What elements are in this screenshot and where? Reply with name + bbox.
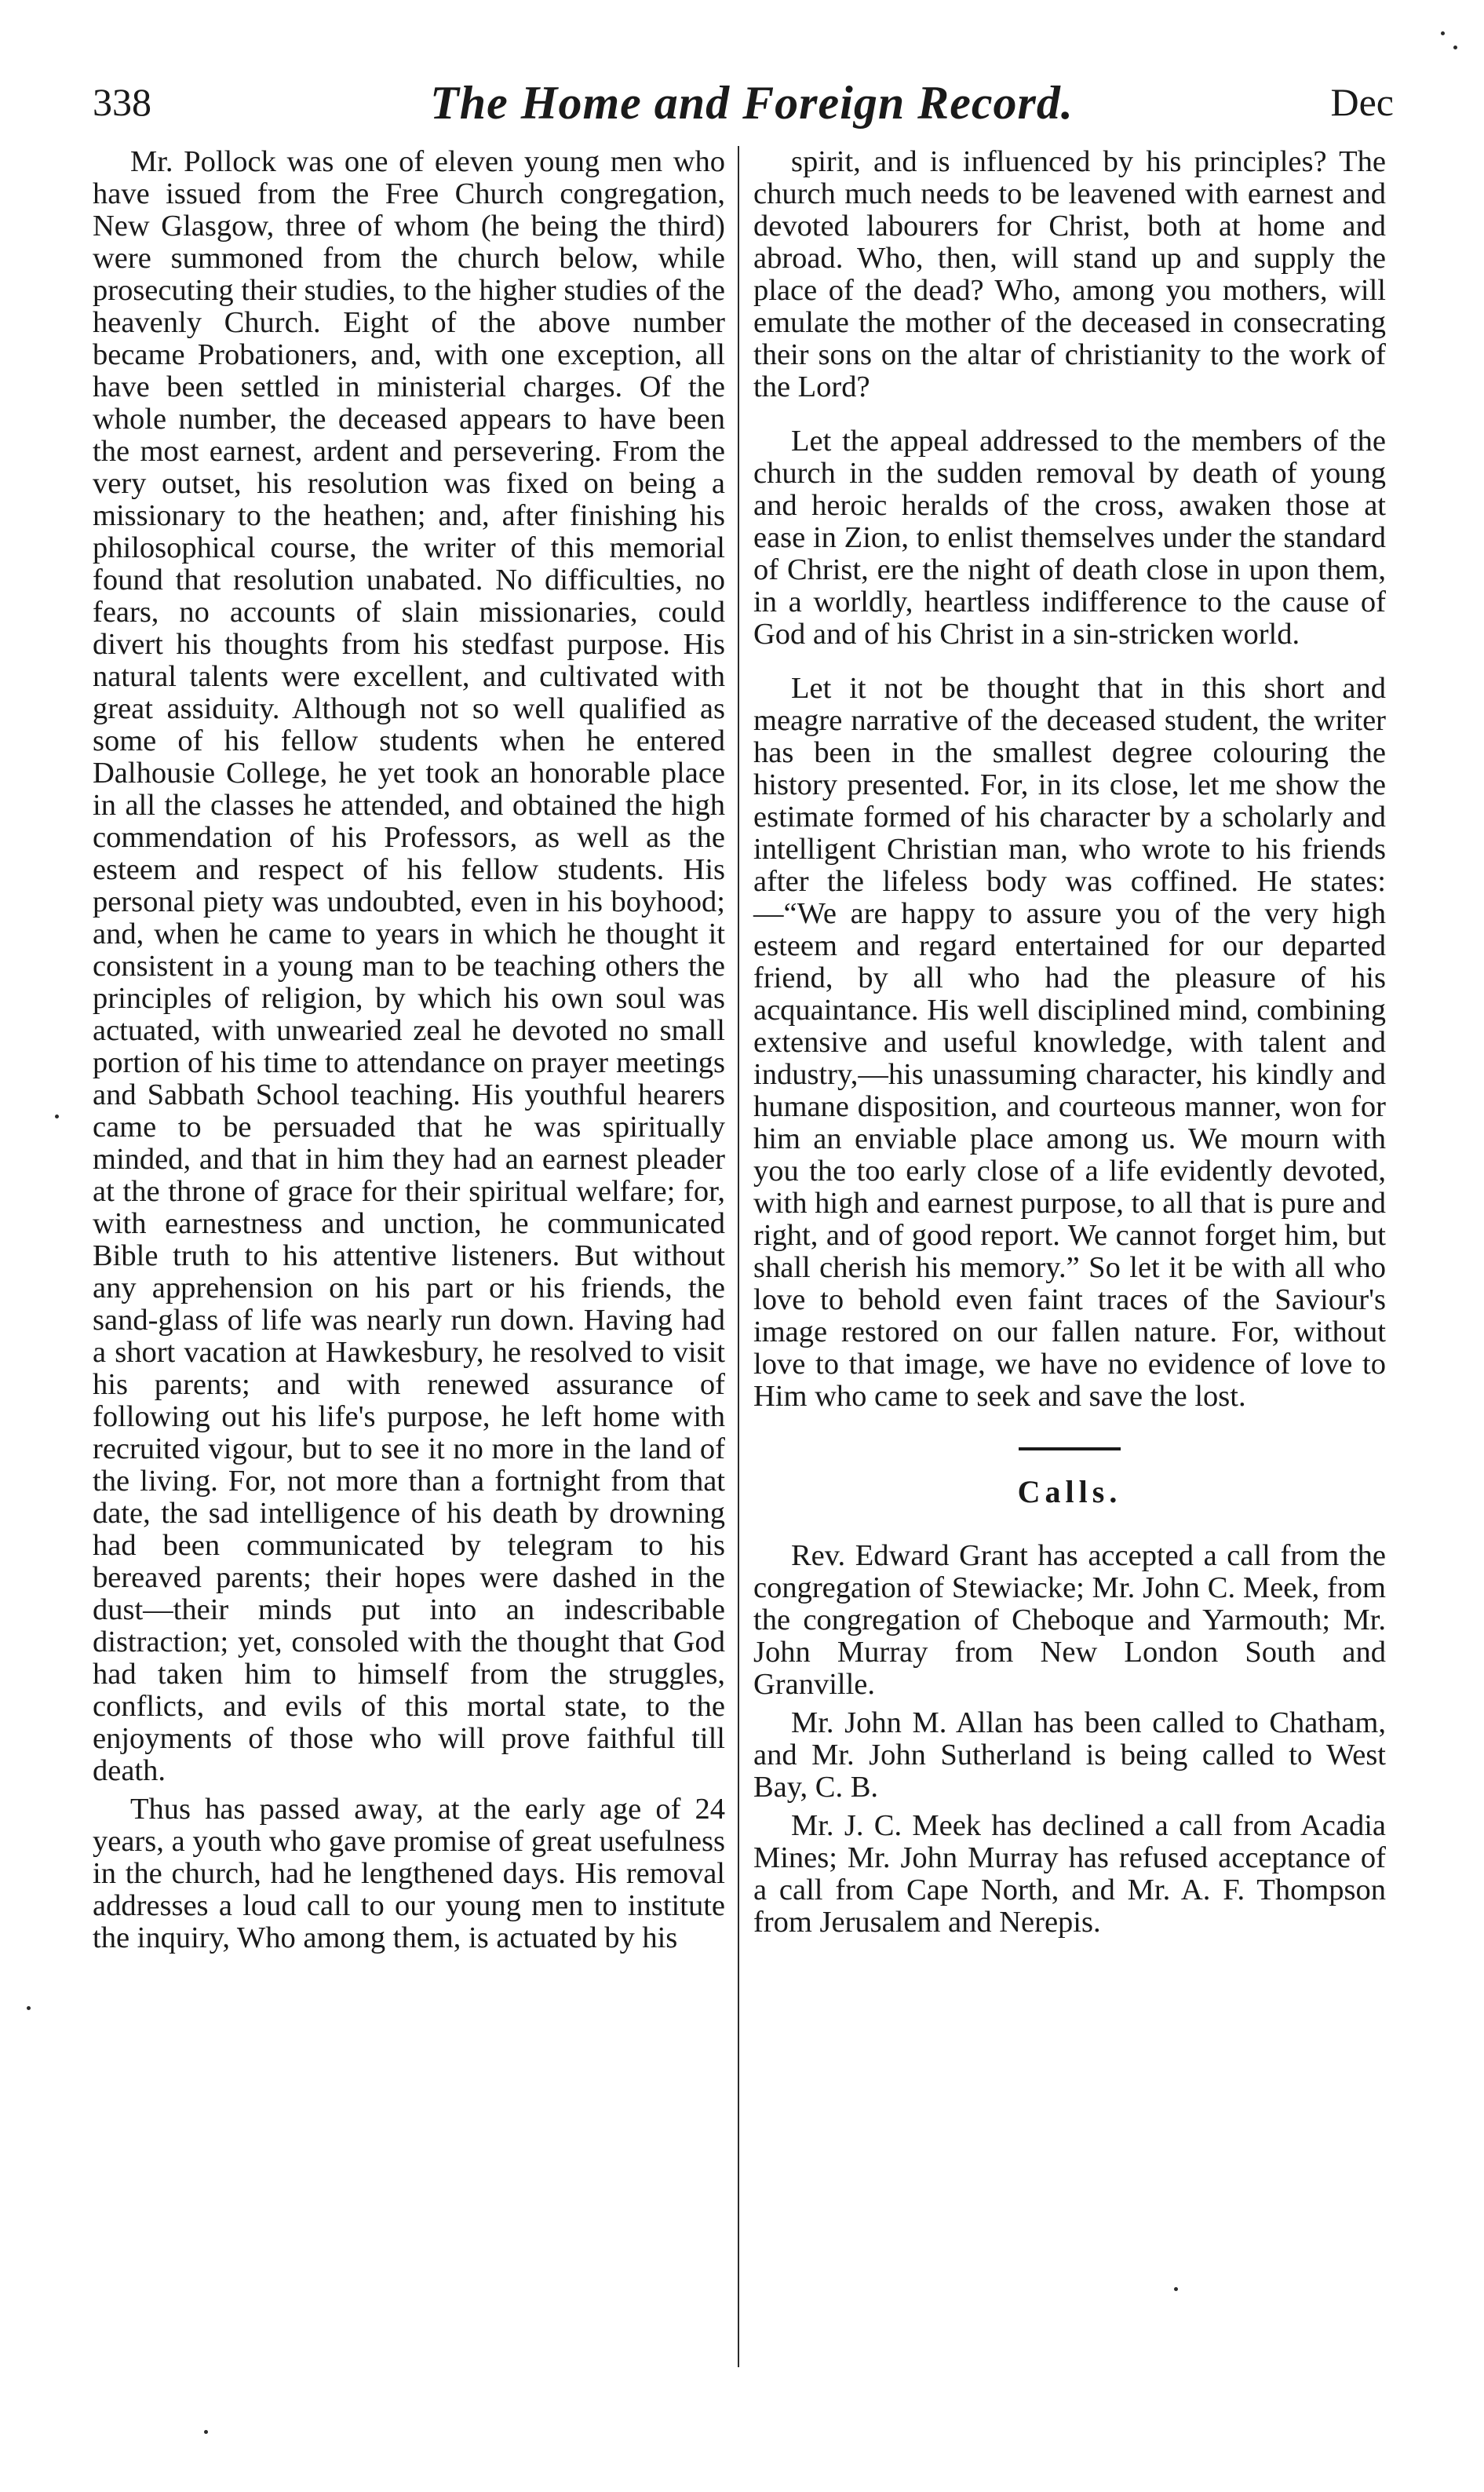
scan-speck bbox=[1453, 46, 1457, 49]
body-paragraph: spirit, and is influenced by his principles? The church much needs to be leavened with earnest and devoted labourers for Christ, both at home and abroad. Who, then, will stand up and supply the place of the dead? Who, among you mothers, will emulate the mother of the deceased in consecrating their sons on the altar of christianity to the work of the Lord? bbox=[753, 145, 1386, 403]
left-column bbox=[93, 146, 725, 1961]
scan-speck bbox=[204, 2430, 208, 2434]
page-number: 338 bbox=[93, 80, 151, 124]
journal-title: The Home and Foreign Record. bbox=[430, 77, 1074, 129]
scan-speck bbox=[1174, 2287, 1178, 2291]
body-paragraph: Let it not be thought that in this short and meagre narrative of the deceased student, the writer has been in the smallest degree colouring the history presented. For, in its close, let me show the estimate formed of his character by a scholarly and intelligent Christian man, who wrote to his friends after the lifeless body was coffined. He states:—“We are happy to assure you of the very high esteem and regard entertained for our departed friend, by all who had the pleasure of his acquaintance. His well disciplined mind, combining extensive and useful knowledge, with talent and industry,—his unassuming character, his kindly and humane disposition, and courteous manner, won for him an enviable place among us. We mourn with you the too early close of a life evidently devoted, with high and earnest purpose, to all that is pure and right, and of good report. We cannot forget him, but shall cherish his memory.” So let it be with all who love to behold even faint traces of the Saviour's image restored on our fallen nature. For, without love to that image, we have no evidence of love to Him who came to seek and save the lost. bbox=[753, 672, 1386, 1413]
scan-speck bbox=[1441, 31, 1445, 35]
section-rule bbox=[1019, 1447, 1121, 1450]
right-column bbox=[753, 146, 1386, 1945]
calls-paragraph: Rev. Edward Grant has accepted a call from the congregation of Stewiacke; Mr. John C. Meek, from the congregation of Cheboque and Yarmouth; Mr. John Murray from New London South and Granville. bbox=[753, 1539, 1386, 1701]
body-paragraph: Mr. Pollock was one of eleven young men who have issued from the Free Church congregation, New Glasgow, three of whom (he being the third) were summoned from the church below, while prosecuting their studies, to the higher studies of the heavenly Church. Eight of the above number became Probationers, and, with one exception, all have been settled in ministerial charges. Of the whole number, the deceased appears to have been the most earnest, ardent and persevering. From the very outset, his resolution was fixed on being a missionary to the heathen; and, after finishing his philosophical course, the writer of this memorial found that resolution unabated. No difficulties, no fears, no accounts of slain missionaries, could divert his thoughts from his stedfast purpose. His natural talents were excellent, and cultivated with great assiduity. Although not so well qualified as some of his fellow students when he entered Dalhousie College, he yet took an honorable place in all the classes he attended, and obtained the high commendation of his Professors, as well as the esteem and respect of his fellow students. His personal piety was undoubted, even in his boyhood; and, when he came to years in which he thought it consistent in a young man to be teaching others the principles of religion, by which his own soul was actuated, with unwearied zeal he devoted no small portion of his time to attendance on prayer meetings and Sabbath School teaching. His youthful hearers came to be persuaded that he was spiritually minded, and that in him they had an earnest pleader at the throne of grace for their spiritual welfare; for, with earnestness and unction, he communicated Bible truth to his attentive listeners. But without any apprehension on his part or his friends, the sand-glass of life was nearly run down. Having had a short vacation at Hawkesbury, he resolved to visit his parents; and with renewed assurance of following out his life's purpose, he left home with recruited vigour, but to see it no more in the land of the living. For, not more than a fortnight from that date, the sad intelligence of his death by drowning had been communicated by telegram to his bereaved parents; their hopes were dashed in the dust—their minds put into an indescribable distraction; yet, consoled with the thought that God had taken him to himself from the struggles, conflicts, and evils of this mortal state, to the enjoyments of those who will prove faithful till death. bbox=[93, 145, 725, 1787]
calls-heading: Calls. bbox=[1017, 1474, 1122, 1509]
column-divider bbox=[738, 146, 739, 2367]
calls-paragraph: Mr. J. C. Meek has declined a call from Acadia Mines; Mr. John Murray has refused acceptance of a call from Cape North, and Mr. A. F. Thompson from Jerusalem and Nerepis. bbox=[753, 1809, 1386, 1939]
body-paragraph: Let the appeal addressed to the members of the church in the sudden removal by death of young and heroic heralds of the cross, awaken those at ease in Zion, to enlist themselves under the standard of Christ, ere the night of death close in upon them, in a worldly, heartless indifference to the cause of God and of his Christ in a sin-stricken world. bbox=[753, 425, 1386, 651]
calls-paragraph: Mr. John M. Allan has been called to Chatham, and Mr. John Sutherland is being called to West Bay, C. B. bbox=[753, 1706, 1386, 1804]
page-header bbox=[93, 78, 1403, 149]
scan-speck bbox=[55, 1115, 59, 1118]
scan-speck bbox=[27, 2006, 31, 2010]
body-paragraph: Thus has passed away, at the early age of 24 years, a youth who gave promise of great usefulness in the church, had he lengthened days. His removal addresses a loud call to our young men to institute the inquiry, Who among them, is actuated by his bbox=[93, 1793, 725, 1954]
header-month: Dec bbox=[1330, 80, 1394, 124]
